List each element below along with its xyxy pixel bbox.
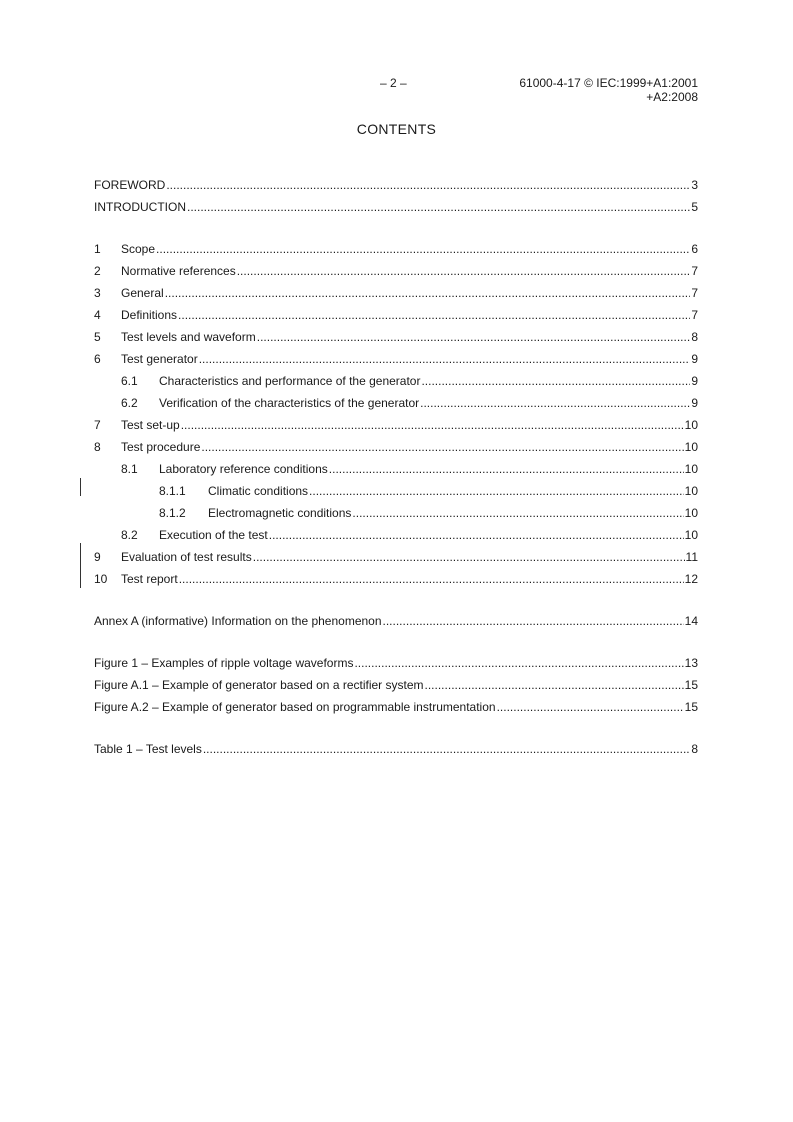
toc-dot-leader [383, 614, 684, 628]
page-number: – 2 – [380, 76, 407, 90]
toc-page-number: 15 [684, 700, 698, 714]
toc-spacer [94, 214, 698, 234]
toc-front-matter-entry[interactable] [94, 170, 698, 192]
toc-dot-leader [166, 178, 690, 192]
toc-clause-entry[interactable] [94, 344, 698, 366]
toc-dot-leader [421, 374, 690, 388]
toc-spacer [94, 586, 698, 606]
toc-page-number: 7 [691, 264, 698, 278]
toc-clause-entry[interactable] [94, 520, 698, 542]
toc-entry-title: Normative references [121, 264, 236, 278]
toc-page-number: 10 [684, 484, 698, 498]
toc-page-number: 12 [684, 572, 698, 586]
toc-entry-number: 6.2 [121, 396, 138, 410]
toc-dot-leader [420, 396, 690, 410]
toc-entry-number: 1 [94, 242, 101, 256]
toc-entry-title: Climatic conditions [208, 484, 309, 498]
toc-dot-leader [425, 678, 684, 692]
table-of-contents [94, 170, 698, 756]
toc-page-number: 10 [684, 440, 698, 454]
toc-front-matter-entry[interactable] [94, 192, 698, 214]
toc-dot-leader [179, 572, 684, 586]
toc-entry-title: Test set-up [121, 418, 180, 432]
toc-entry-title: Characteristics and performance of the generator [159, 374, 421, 388]
toc-entry-title: Test report [121, 572, 178, 586]
standard-reference-line2: +A2:2008 [646, 90, 698, 104]
toc-entry-number: 7 [94, 418, 101, 432]
toc-clause-entry[interactable] [94, 410, 698, 432]
toc-entry-number: 3 [94, 286, 101, 300]
standard-reference [519, 76, 698, 104]
toc-dot-leader [354, 656, 683, 670]
toc-entry-title: Annex A (informative) Information on the phenomenon [94, 614, 382, 628]
toc-page-number: 11 [685, 550, 698, 564]
toc-dot-leader [253, 550, 685, 564]
toc-dot-leader [201, 440, 683, 454]
toc-entry-title: Test levels and waveform [121, 330, 256, 344]
toc-page-number: 7 [691, 308, 698, 322]
toc-entry-number: 2 [94, 264, 101, 278]
change-bar [80, 543, 81, 588]
toc-entry-title: INTRODUCTION [94, 200, 186, 214]
toc-dot-leader [497, 700, 684, 714]
toc-page-number: 10 [684, 418, 698, 432]
toc-dot-leader [181, 418, 684, 432]
toc-page-number: 8 [691, 330, 698, 344]
toc-entry-number: 4 [94, 308, 101, 322]
toc-entry-title: Definitions [121, 308, 178, 322]
toc-dot-leader [352, 506, 683, 520]
toc-dot-leader [257, 330, 691, 344]
toc-entry-title: Table 1 – Test levels [94, 742, 202, 756]
toc-entry-title: Electromagnetic conditions [208, 506, 352, 520]
toc-dot-leader [156, 242, 690, 256]
toc-clause-entry[interactable] [94, 542, 698, 564]
toc-entry-title: Laboratory reference conditions [159, 462, 328, 476]
toc-annex-entry[interactable] [94, 606, 698, 628]
toc-entry-number: 6 [94, 352, 101, 366]
toc-entry-number: 10 [94, 572, 108, 586]
toc-dot-leader [203, 742, 690, 756]
toc-entry-title: General [121, 286, 164, 300]
toc-figure-entry[interactable] [94, 692, 698, 714]
toc-figure-entry[interactable] [94, 670, 698, 692]
toc-clause-entry[interactable] [94, 256, 698, 278]
toc-entry-number: 5 [94, 330, 101, 344]
toc-page-number: 3 [691, 178, 698, 192]
toc-dot-leader [178, 308, 690, 322]
toc-dot-leader [237, 264, 691, 278]
toc-clause-entry[interactable] [94, 498, 698, 520]
toc-clause-entry[interactable] [94, 322, 698, 344]
toc-clause-entry[interactable] [94, 476, 698, 498]
toc-clause-entry[interactable] [94, 432, 698, 454]
toc-page-number: 7 [691, 286, 698, 300]
toc-figure-entry[interactable] [94, 648, 698, 670]
toc-entry-number: 8.2 [121, 528, 138, 542]
toc-entry-number: 8 [94, 440, 101, 454]
toc-dot-leader [199, 352, 691, 366]
toc-entry-number: 8.1.2 [159, 506, 186, 520]
toc-entry-number: 6.1 [121, 374, 138, 388]
toc-dot-leader [187, 200, 690, 214]
toc-page-number: 9 [691, 352, 698, 366]
toc-page-number: 8 [691, 742, 698, 756]
toc-page-number: 10 [684, 462, 698, 476]
toc-page-number: 5 [691, 200, 698, 214]
toc-dot-leader [329, 462, 684, 476]
toc-entry-title: Test generator [121, 352, 198, 366]
toc-clause-entry[interactable] [94, 366, 698, 388]
page-title: CONTENTS [356, 121, 437, 137]
toc-page-number: 10 [684, 506, 698, 520]
toc-spacer [94, 714, 698, 734]
toc-clause-entry[interactable] [94, 454, 698, 476]
change-bar [80, 478, 81, 496]
toc-page-number: 10 [684, 528, 698, 542]
toc-entry-title: Verification of the characteristics of the generator [159, 396, 420, 410]
toc-clause-entry[interactable] [94, 388, 698, 410]
toc-page-number: 6 [691, 242, 698, 256]
toc-entry-title: Test procedure [121, 440, 201, 454]
toc-entry-title: Evaluation of test results [121, 550, 252, 564]
toc-page-number: 9 [691, 374, 698, 388]
toc-page-number: 14 [684, 614, 698, 628]
toc-entry-title: Figure A.1 – Example of generator based on a rectifier system [94, 678, 424, 692]
toc-dot-leader [165, 286, 691, 300]
toc-page-number: 15 [684, 678, 698, 692]
toc-spacer [94, 628, 698, 648]
toc-entry-number: 9 [94, 550, 101, 564]
toc-dot-leader [309, 484, 684, 498]
toc-clause-entry[interactable] [94, 564, 698, 586]
toc-entry-title: Scope [121, 242, 156, 256]
toc-entry-title: Execution of the test [159, 528, 268, 542]
toc-table-entry[interactable] [94, 734, 698, 756]
toc-clause-entry[interactable] [94, 300, 698, 322]
toc-clause-entry[interactable] [94, 234, 698, 256]
toc-entry-title: FOREWORD [94, 178, 166, 192]
toc-entry-title: Figure 1 – Examples of ripple voltage waveforms [94, 656, 354, 670]
toc-entry-title: Figure A.2 – Example of generator based on programmable instrumentation [94, 700, 496, 714]
toc-page-number: 9 [691, 396, 698, 410]
toc-entry-number: 8.1 [121, 462, 138, 476]
toc-dot-leader [269, 528, 684, 542]
toc-entry-number: 8.1.1 [159, 484, 186, 498]
toc-page-number: 13 [684, 656, 698, 670]
toc-clause-entry[interactable] [94, 278, 698, 300]
standard-reference-line1: 61000-4-17 © IEC:1999+A1:2001 [519, 76, 698, 90]
